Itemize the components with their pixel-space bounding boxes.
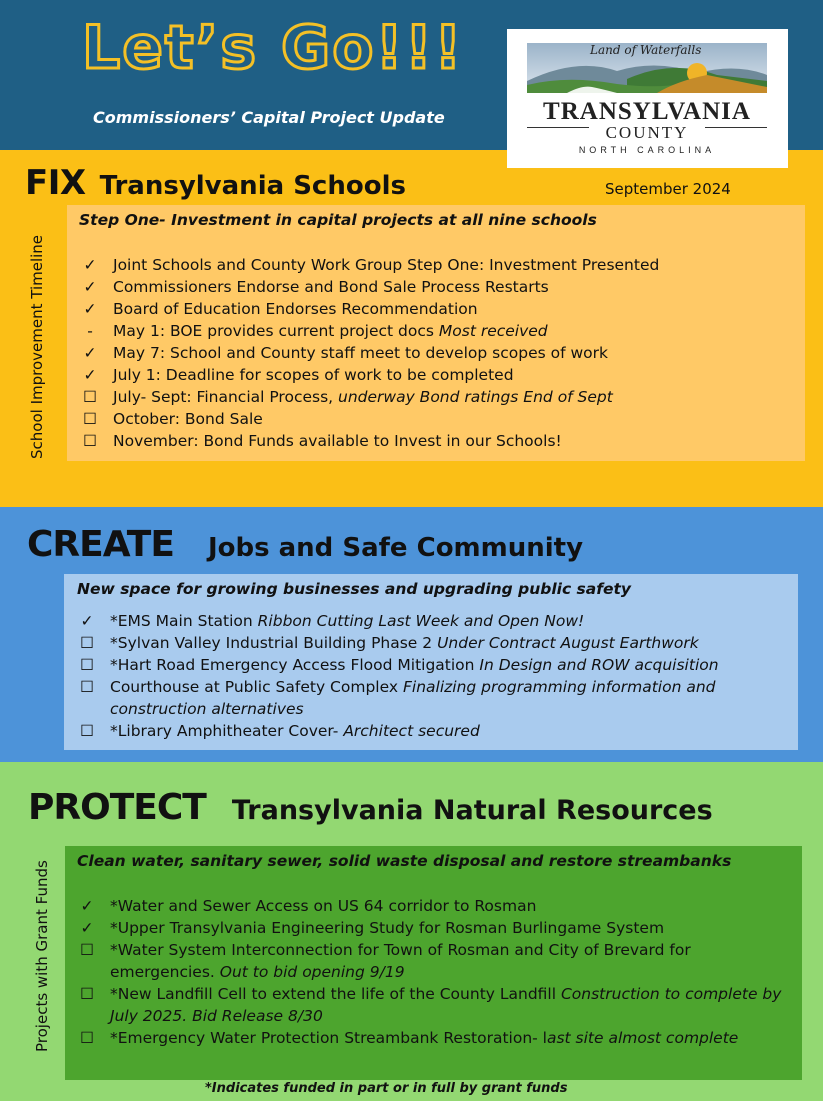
status-marker-icon: ☐: [83, 432, 97, 450]
status-marker-icon: ☐: [80, 678, 94, 696]
create-checklist: [77, 610, 787, 742]
protect-box-title: Clean water, sanitary sewer, solid waste disposal and restore streambanks: [77, 852, 732, 870]
status-marker-icon: ✓: [80, 897, 94, 915]
checklist-item-text: *Upper Transylvania Engineering Study for Rosman Burlingame System: [110, 919, 665, 937]
checklist-item-text: *EMS Main Station: [110, 612, 258, 630]
status-marker-icon: ✓: [83, 256, 97, 274]
status-marker-icon: ☐: [80, 985, 94, 1003]
status-marker-icon: ✓: [83, 344, 97, 362]
grant-footnote: *Indicates funded in part or in full by grant funds: [205, 1081, 568, 1096]
checklist-item-status-note: Most received: [438, 322, 548, 340]
checklist-item-text: May 1: BOE provides current project docs: [113, 322, 439, 340]
checklist-item: [80, 386, 790, 408]
checklist-item: [77, 632, 787, 654]
checklist-item: [80, 298, 790, 320]
checklist-item: [80, 276, 790, 298]
headline: Let’s Go!!!: [82, 13, 464, 83]
create-heading: [27, 524, 584, 565]
fix-box-title: Step One- Investment in capital projects at all nine schools: [79, 211, 597, 229]
checklist-item: [80, 342, 790, 364]
header-subtitle: Commissioners’ Capital Project Update: [93, 108, 445, 127]
fix-heading-rest: Transylvania Schools: [99, 171, 406, 201]
checklist-item-text: Board of Education Endorses Recommendation: [113, 300, 478, 318]
status-marker-icon: ☐: [83, 388, 97, 406]
checklist-item: [77, 939, 787, 983]
status-marker-icon: ✓: [83, 278, 97, 296]
create-box-title: New space for growing businesses and upgrading public safety: [77, 580, 631, 598]
checklist-item: [77, 720, 787, 742]
checklist-item-status-note: Out to bid opening 9/19: [219, 963, 405, 981]
create-heading-word: CREATE: [27, 524, 174, 565]
checklist-item-text: October: Bond Sale: [113, 410, 263, 428]
checklist-item: [80, 320, 790, 342]
checklist-item-status-note: underway Bond ratings End of Sept: [338, 388, 613, 406]
checklist-item-text: *Sylvan Valley Industrial Building Phase 2: [110, 634, 438, 652]
logo-tagline: Land of Waterfalls: [590, 43, 702, 57]
status-marker-icon: ☐: [80, 634, 94, 652]
checklist-item: [77, 676, 787, 720]
checklist-item: [77, 895, 787, 917]
checklist-item: [80, 408, 790, 430]
checklist-item-status-note: In Design and ROW acquisition: [479, 656, 719, 674]
checklist-item-status-note: Architect secured: [343, 722, 480, 740]
logo-name-line3: NORTH CAROLINA: [578, 145, 716, 155]
checklist-item-text: *Water System Interconnection for Town of Rosman and City of Brevard for emergencies.: [110, 941, 691, 981]
status-marker-icon: ✓: [80, 612, 94, 630]
grant-projects-side-label: Projects with Grant Funds: [33, 860, 51, 1052]
protect-checklist: [77, 895, 787, 1049]
checklist-item-status-note: Finalizing programming information and construction alternatives: [110, 678, 716, 718]
issue-date: September 2024: [605, 180, 731, 198]
checklist-item: [80, 254, 790, 276]
fix-checklist: [80, 254, 790, 452]
fix-heading: [25, 163, 406, 203]
checklist-item-text: July 1: Deadline for scopes of work to be completed: [113, 366, 514, 384]
checklist-item-text: May 7: School and County staff meet to develop scopes of work: [113, 344, 608, 362]
school-timeline-side-label: School Improvement Timeline: [28, 234, 46, 460]
checklist-item: [77, 1027, 787, 1049]
status-marker-icon: ✓: [83, 300, 97, 318]
checklist-item-text: July- Sept: Financial Process,: [113, 388, 339, 406]
checklist-item-text: *Library Amphitheater Cover-: [110, 722, 344, 740]
status-marker-icon: ✓: [80, 919, 94, 937]
status-marker-icon: ✓: [83, 366, 97, 384]
checklist-item-text: Courthouse at Public Safety Complex: [110, 678, 403, 696]
checklist-item-status-note: Construction to complete by July 2025. Bid Release 8/30: [110, 985, 782, 1025]
checklist-item: [77, 654, 787, 676]
checklist-item: [77, 917, 787, 939]
checklist-item: [77, 610, 787, 632]
status-marker-icon: ☐: [80, 656, 94, 674]
logo-rule-right: [705, 127, 767, 128]
checklist-item-text: November: Bond Funds available to Invest in our Schools!: [113, 432, 562, 450]
checklist-item-text: *Water and Sewer Access on US 64 corridor to Rosman: [110, 897, 537, 915]
create-heading-rest: Jobs and Safe Community: [207, 533, 584, 563]
checklist-item-text: Joint Schools and County Work Group Step One: Investment Presented: [113, 256, 660, 274]
status-marker-icon: ☐: [80, 1029, 94, 1047]
status-marker-icon: -: [87, 322, 93, 340]
checklist-item: [80, 364, 790, 386]
status-marker-icon: ☐: [80, 941, 94, 959]
logo-name-line2: COUNTY: [605, 123, 689, 142]
fix-heading-word: FIX: [25, 163, 86, 203]
checklist-item-text: *Emergency Water Protection Streambank Restoration- l: [110, 1029, 547, 1047]
checklist-item-text: Commissioners Endorse and Bond Sale Process Restarts: [113, 278, 549, 296]
checklist-item-status-note: Under Contract August Earthwork: [437, 634, 699, 652]
protect-heading-word: PROTECT: [28, 787, 206, 828]
status-marker-icon: ☐: [83, 410, 97, 428]
checklist-item-status-note: Ribbon Cutting Last Week and Open Now!: [257, 612, 585, 630]
protect-heading-rest: Transylvania Natural Resources: [231, 795, 713, 826]
status-marker-icon: ☐: [80, 722, 94, 740]
checklist-item-text: *New Landfill Cell to extend the life of the County Landfill: [110, 985, 561, 1003]
checklist-item-status-note: ast site almost complete: [546, 1029, 739, 1047]
checklist-item: [77, 983, 787, 1027]
logo-name-line1: TRANSYLVANIA: [543, 98, 751, 125]
checklist-item-text: *Hart Road Emergency Access Flood Mitigation: [110, 656, 480, 674]
checklist-item: [80, 430, 790, 452]
logo-rule-left: [527, 127, 589, 128]
protect-heading: [28, 787, 713, 828]
